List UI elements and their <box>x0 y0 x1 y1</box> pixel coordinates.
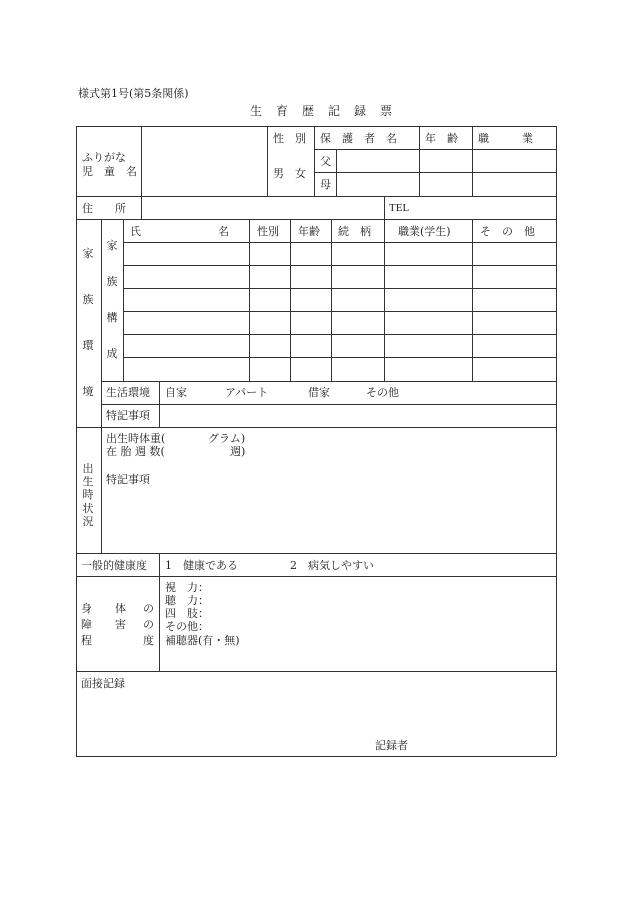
occupation-label: 職 業 <box>478 132 533 145</box>
family-col-age: 年齢 <box>298 225 320 238</box>
birth-status-label: 出 生 時 状 況 <box>82 462 94 528</box>
form-number: 様式第1号(第5条関係) <box>78 87 189 100</box>
health-option-1[interactable]: 1 健康である <box>165 559 238 572</box>
family-row[interactable] <box>124 312 555 333</box>
sex-value[interactable]: 男 女 <box>273 167 306 180</box>
birth-notes-label: 特記事項 <box>106 473 150 486</box>
living-env-option-other[interactable]: その他 <box>366 386 399 399</box>
mother-label: 母 <box>320 178 331 191</box>
living-env-label: 生活環境 <box>106 386 150 399</box>
tel-label: TEL <box>389 202 410 214</box>
living-env-option-own[interactable]: 自家 <box>165 386 187 399</box>
recorder-label: 記録者 <box>375 739 408 752</box>
interview-record-label: 面接記録 <box>81 677 125 690</box>
address-field[interactable] <box>142 197 383 218</box>
family-row[interactable] <box>124 243 555 264</box>
father-name-field[interactable] <box>337 150 418 171</box>
health-option-2[interactable]: 2 病気しやすい <box>290 559 374 572</box>
form-title: 生 育 歴 記 録 票 <box>250 104 394 118</box>
hearing-label: 聴 力： <box>165 594 209 607</box>
vision-label: 視 力： <box>165 581 209 594</box>
living-env-option-apartment[interactable]: アパート <box>225 386 269 399</box>
child-name-label: 児 童 名 <box>82 165 137 178</box>
hearing-aid-label[interactable]: 補聴器(有・無) <box>165 634 240 647</box>
other-label: その他： <box>165 620 209 633</box>
family-env-outer-label: 家 族 環 境 <box>82 247 94 398</box>
family-row[interactable] <box>124 266 555 287</box>
interview-record-field[interactable] <box>77 692 555 755</box>
child-name-field[interactable] <box>142 127 266 195</box>
family-col-other: そ の 他 <box>480 225 535 238</box>
guardian-name-label: 保 護 者 名 <box>320 132 397 145</box>
family-col-name: 氏 名 <box>130 225 229 238</box>
sex-label: 性 別 <box>273 132 306 145</box>
family-col-occupation: 職業(学生) <box>398 225 451 238</box>
birth-notes-field[interactable] <box>102 488 555 552</box>
furigana-label: ふりがな <box>82 151 126 164</box>
family-row[interactable] <box>124 289 555 310</box>
family-notes-label: 特記事項 <box>106 409 150 422</box>
mother-name-field[interactable] <box>337 173 418 195</box>
family-notes-field[interactable] <box>160 405 555 426</box>
limbs-label: 四 肢： <box>165 607 209 620</box>
gestation-unit: 週) <box>230 445 246 458</box>
family-row[interactable] <box>124 335 555 356</box>
birth-weight-label: 出生時体重( <box>106 432 166 445</box>
general-health-label: 一般的健康度 <box>81 559 147 572</box>
family-col-sex: 性別 <box>257 225 279 238</box>
birth-weight-unit: グラム) <box>208 432 246 445</box>
family-row[interactable] <box>124 358 555 380</box>
age-label: 年 齢 <box>425 132 458 145</box>
family-col-relation: 続 柄 <box>338 225 371 238</box>
address-label: 住 所 <box>82 202 126 215</box>
father-label: 父 <box>320 155 331 168</box>
family-composition-label: 家 族 構 成 <box>106 239 118 360</box>
gestation-label: 在 胎 週 数( <box>106 445 165 458</box>
living-env-option-rental[interactable]: 借家 <box>308 386 330 399</box>
tel-field[interactable] <box>410 197 555 218</box>
